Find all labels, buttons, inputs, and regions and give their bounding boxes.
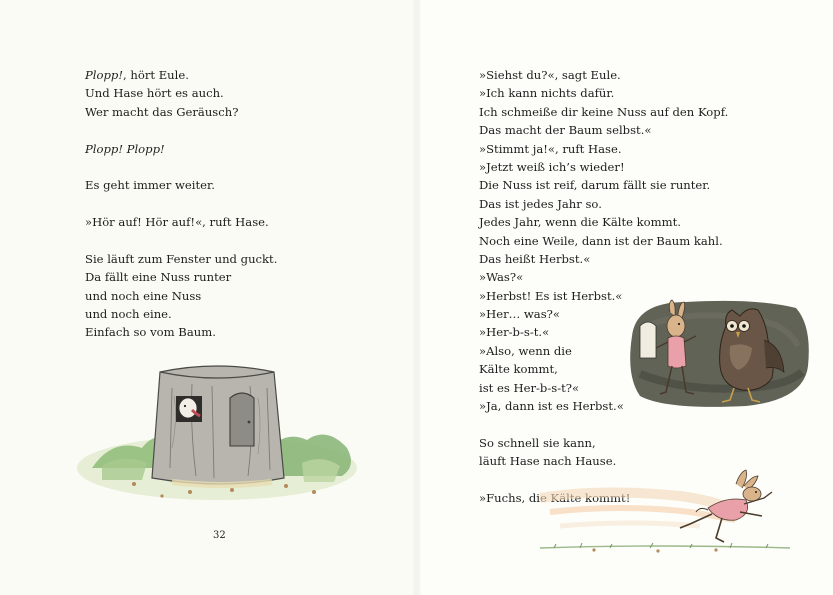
text-line: Plopp! Plopp! <box>85 141 165 156</box>
text-line: Kälte kommt, <box>479 362 558 377</box>
text-line: Es geht immer weiter. <box>85 178 215 193</box>
text-line: »Was?« <box>479 270 524 285</box>
text-line: ist es Her-b-s-t?« <box>479 380 580 395</box>
book-gutter <box>412 0 422 595</box>
text-line: Da fällt eine Nuss runter <box>85 270 232 285</box>
text-line: Jedes Jahr, wenn die Kälte kommt. <box>479 215 681 230</box>
text-line: Wer macht das Geräusch? <box>85 104 239 119</box>
owl-and-hare-illustration <box>626 296 812 412</box>
text-line: Das macht der Baum selbst.« <box>479 123 652 138</box>
text-line: und noch eine. <box>85 307 172 322</box>
text-line: »Ich kann nichts dafür. <box>479 86 615 101</box>
text-line: Ich schmeiße dir keine Nuss auf den Kopf. <box>479 104 729 119</box>
text-line: Das heißt Herbst.« <box>479 251 591 266</box>
text-line: läuft Hase nach Hause. <box>479 454 617 469</box>
page-number: 32 <box>213 530 226 541</box>
text-line: »Hör auf! Hör auf!«, ruft Hase. <box>85 215 269 230</box>
text-line: »Fuchs, die Kälte kommt! <box>479 490 631 505</box>
text-line: »Herbst! Es ist Herbst.« <box>479 288 623 303</box>
text-line: »Her-b-s-t.« <box>479 325 550 340</box>
text-line: Die Nuss ist reif, darum fällt sie runter. <box>479 178 711 193</box>
text-line: Das ist jedes Jahr so. <box>479 196 602 211</box>
text-line: »Stimmt ja!«, ruft Hase. <box>479 141 622 156</box>
left-page-text <box>85 66 277 342</box>
text-line: Plopp!, hört Eule. <box>85 68 189 82</box>
text-line: Sie läuft zum Fenster und guckt. <box>85 251 278 266</box>
text-line: und noch eine Nuss <box>85 288 202 303</box>
text-line: »Also, wenn die <box>479 343 572 358</box>
text-line: »Ja, dann ist es Herbst.« <box>479 399 624 414</box>
text-line: Einfach so vom Baum. <box>85 325 216 340</box>
text-line: »Siehst du?«, sagt Eule. <box>479 68 621 82</box>
text-line: »Jetzt weiß ich’s wieder! <box>479 159 625 174</box>
text-line: »Her… was?« <box>479 307 560 322</box>
tree-stump-illustration <box>72 358 362 518</box>
text-line: So schnell sie kann, <box>479 435 596 450</box>
text-line: Und Hase hört es auch. <box>85 86 224 101</box>
text-line: Noch eine Weile, dann ist der Baum kahl. <box>479 233 723 248</box>
running-hare-illustration <box>540 468 820 558</box>
right-page-text <box>479 66 728 507</box>
